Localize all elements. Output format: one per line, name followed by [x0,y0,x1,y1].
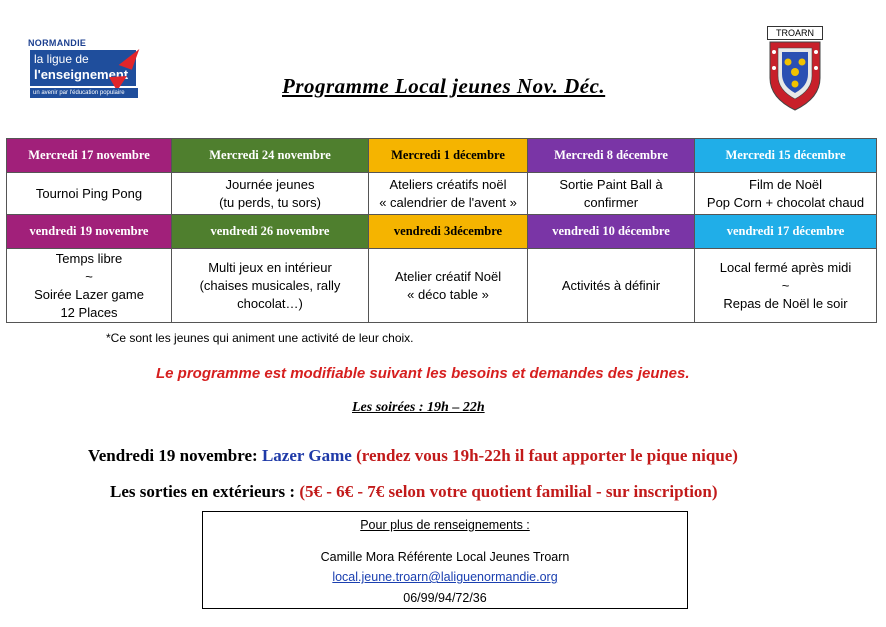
activity-line: Film de Noël [749,176,822,192]
activity-line: Repas de Noël le soir [723,295,848,311]
activity-line: Sortie Paint Ball à [559,176,663,192]
activity-cell [172,249,369,323]
activity-line: « déco table » [407,286,489,302]
header-cell: vendredi 10 décembre [528,215,695,249]
activity-row-friday [7,249,877,323]
activity-line: Temps libre [55,250,123,266]
coat-of-arms-icon [764,24,826,112]
activity-line: Atelier créatif Noël [394,268,502,284]
outings-prices: (5€ - 6€ - 7€ selon votre quotient familial - sur inscription) [299,482,718,501]
header-cell: vendredi 3décembre [369,215,528,249]
evening-hours: Les soirées : 19h – 22h [352,400,485,415]
activity-cell [695,173,877,215]
activity-cell [528,173,695,215]
contact-box [202,511,688,609]
header-cell: Mercredi 17 novembre [7,139,172,173]
lazer-highlight: Lazer Game [261,446,352,465]
activity-line: (chaises musicales, rally [199,277,341,293]
header-row-friday [7,215,877,249]
logo-line2: l'enseignement [34,67,129,82]
contact-heading: Pour plus de renseignements : [360,518,530,532]
lazer-prefix: Vendredi 19 novembre: [88,446,262,465]
activity-cell [528,249,695,323]
header-cell: vendredi 26 novembre [172,215,369,249]
header-cell: Mercredi 15 décembre [695,139,877,173]
activity-cell [172,173,369,215]
lazer-game-line [88,446,738,466]
lazer-details: (rendez vous 19h-22h il faut apporter le pique nique) [351,446,738,465]
activity-line: « calendrier de l'avent » [379,194,517,210]
activity-cell [695,249,877,323]
activity-line: Tournoi Ping Pong [35,185,143,201]
activity-line: Pop Corn + chocolat chaud [706,194,865,210]
activity-line: (tu perds, tu sors) [219,194,321,210]
contact-phone: 06/99/94/72/36 [403,591,487,605]
outings-prefix: Les sorties en extérieurs : [110,482,300,501]
activity-line: 12 Places [60,304,118,320]
activity-line: Multi jeux en intérieur [208,259,332,275]
activity-line: ~ [781,277,790,293]
header-cell: vendredi 19 novembre [7,215,172,249]
activity-line: chocolat…) [237,295,303,311]
program-table [6,138,877,323]
outings-line [110,482,718,502]
activity-cell [7,173,172,215]
modifiable-notice: Le programme est modifiable suivant les besoins et demandes des jeunes. [156,365,690,382]
logo-line1: la ligue de [34,52,89,66]
header-row-wednesday [7,139,877,173]
header-cell: Mercredi 24 novembre [172,139,369,173]
contact-person: Camille Mora Référente Local Jeunes Troarn [320,550,570,564]
activity-line: Journée jeunes [225,176,315,192]
ligue-logo [28,38,140,102]
troarn-crest [764,24,826,112]
activity-line: ~ [85,268,93,284]
activity-line: confirmer [583,194,639,210]
contact-email-link[interactable]: local.jeune.troarn@laliguenormandie.org [332,570,558,584]
activity-cell [7,249,172,323]
activity-cell [369,173,528,215]
footnote: *Ce sont les jeunes qui animent une activité de leur choix. [106,331,414,345]
crest-name: TROARN [767,26,823,40]
page-title: Programme Local jeunes Nov. Déc. [282,74,606,98]
activity-row-wednesday [7,173,877,215]
activity-line: Activités à définir [561,277,661,293]
activity-line: Soirée Lazer game [34,286,144,302]
logo-red-triangle [119,44,140,69]
activity-line: Ateliers créatifs noël [389,176,507,192]
activity-line: Local fermé après midi [719,259,852,275]
header-cell: Mercredi 8 décembre [528,139,695,173]
header-cell: vendredi 17 décembre [695,215,877,249]
header-cell: Mercredi 1 décembre [369,139,528,173]
logo-tagline: un avenir par l'éducation populaire [30,88,138,98]
logo-region: NORMANDIE [28,38,87,48]
activity-cell [369,249,528,323]
